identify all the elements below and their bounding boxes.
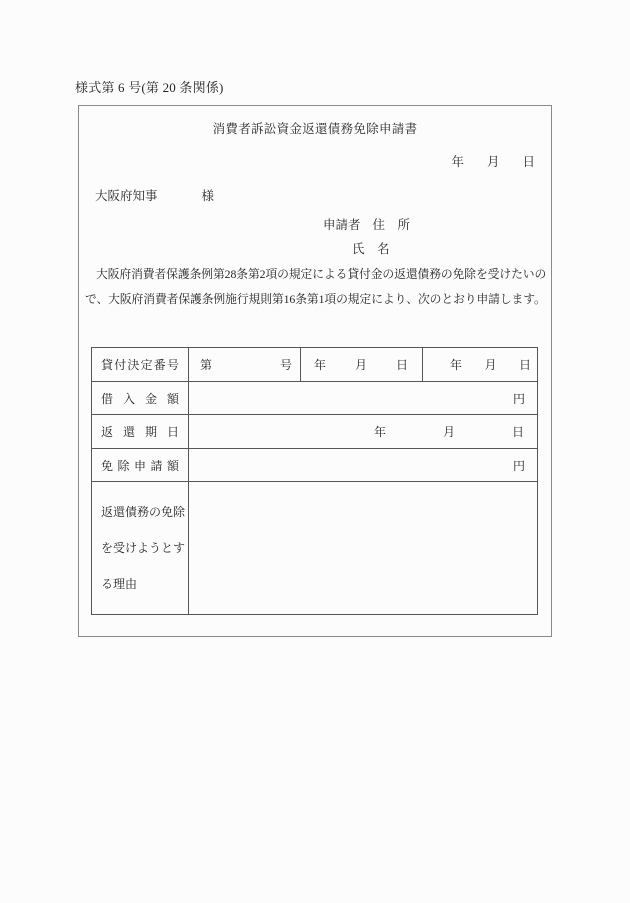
table-row-loan-decision-number xyxy=(92,348,538,382)
addressee-name: 大阪府知事 xyxy=(95,189,158,203)
form-number-label: 様式第 6 号(第 20 条関係) xyxy=(75,80,224,95)
exemption-reason-value-cell xyxy=(189,482,538,615)
exemption-amount-unit: 円 xyxy=(512,458,525,473)
loan-number-suffix: 号 xyxy=(279,358,292,372)
loan-number-cell xyxy=(189,348,301,382)
row-label-exemption-amount: 免除申請額 xyxy=(92,449,189,482)
statement-line-2: で、大阪府消費者保護条例施行規則第16条第1項の規定により、次のとおり申請します。 xyxy=(85,292,546,306)
table-row-repayment-due-date xyxy=(92,415,538,449)
date-month-label: 月 xyxy=(486,155,500,169)
applicant-label: 申請者 xyxy=(323,218,361,232)
loan-second-date-cell xyxy=(423,348,538,382)
row-label-borrowed-amount: 借入金額 xyxy=(92,382,189,415)
table-row-exemption-reason xyxy=(92,482,538,615)
second-day-label: 日 xyxy=(518,358,531,372)
reason-label-line-3: る理由 xyxy=(101,577,138,591)
decision-year-label: 年 xyxy=(314,358,327,372)
applicant-block xyxy=(323,214,410,261)
applicant-address-line xyxy=(323,214,410,238)
applicant-name-label: 氏 名 xyxy=(352,241,390,256)
application-table xyxy=(91,347,538,615)
repayment-day-label: 日 xyxy=(511,425,524,439)
repayment-month-label: 月 xyxy=(442,425,455,439)
loan-number-prefix: 第 xyxy=(200,358,213,372)
repayment-date-value-cell xyxy=(189,415,538,449)
second-month-label: 月 xyxy=(484,358,497,372)
borrowed-amount-unit: 円 xyxy=(512,391,525,406)
date-line xyxy=(451,152,551,170)
applicant-name-line xyxy=(352,238,410,262)
addressee-honorific: 様 xyxy=(201,189,215,203)
exemption-amount-value-cell xyxy=(189,449,538,482)
loan-decision-date-cell xyxy=(301,348,423,382)
borrowed-amount-value-cell xyxy=(189,382,538,415)
addressee-line xyxy=(95,186,214,204)
applicant-address-label: 住 所 xyxy=(372,218,411,232)
second-year-label: 年 xyxy=(450,358,463,372)
date-day-label: 日 xyxy=(522,155,535,169)
reason-label-line-1: 返還債務の免除 xyxy=(101,505,186,519)
statement-line-1: 大阪府消費者保護条例第28条第2項の規定による貸付金の返還債務の免除を受けたいの xyxy=(96,267,547,281)
row-label-repayment-due-date: 返還期日 xyxy=(92,415,189,449)
reason-label-line-2: を受けようとす xyxy=(101,541,186,555)
table-row-exemption-amount xyxy=(92,449,538,482)
row-label-exemption-reason xyxy=(92,482,189,615)
repayment-year-label: 年 xyxy=(373,425,386,439)
application-statement xyxy=(85,262,547,312)
table-row-borrowed-amount xyxy=(92,382,538,415)
row-label-loan-decision-number: 貸付決定番号 xyxy=(92,348,189,382)
form-border-box xyxy=(78,105,552,637)
date-year-label: 年 xyxy=(451,155,464,169)
decision-day-label: 日 xyxy=(395,358,408,372)
decision-month-label: 月 xyxy=(354,358,367,372)
form-title: 消費者訴訟資金返還債務免除申請書 xyxy=(212,122,418,136)
